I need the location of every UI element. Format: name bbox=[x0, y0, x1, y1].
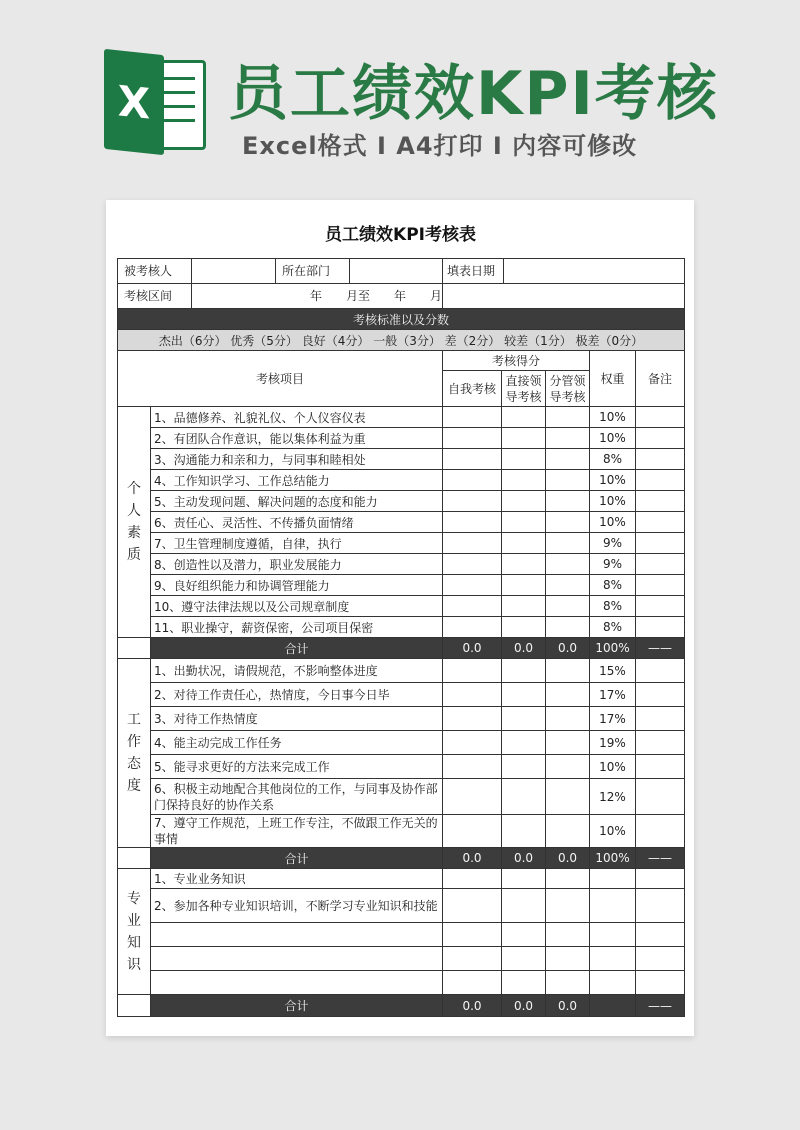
item-text: 2、有团队合作意识，能以集体利益为重 bbox=[151, 428, 443, 449]
document-sheet bbox=[106, 200, 694, 1036]
document-title: 员工绩效KPI考核表 bbox=[325, 225, 476, 245]
item-column-header: 考核项目 bbox=[118, 351, 443, 407]
self-score-cell[interactable] bbox=[443, 407, 502, 428]
self-score-cell[interactable] bbox=[443, 575, 502, 596]
total-spacer bbox=[118, 638, 151, 659]
self-score-cell[interactable] bbox=[443, 947, 502, 971]
manager-score-cell[interactable] bbox=[546, 575, 590, 596]
table-row bbox=[118, 779, 685, 815]
direct-score-cell[interactable] bbox=[502, 407, 546, 428]
direct-score-cell[interactable] bbox=[502, 755, 546, 779]
item-text: 6、责任心、灵活性、不传播负面情绪 bbox=[151, 512, 443, 533]
table-row bbox=[118, 554, 685, 575]
manager-score-cell[interactable] bbox=[546, 449, 590, 470]
direct-score-cell[interactable] bbox=[502, 617, 546, 638]
self-score-cell[interactable] bbox=[443, 470, 502, 491]
total-self: 0.0 bbox=[443, 995, 502, 1017]
item-text: 5、主动发现问题、解决问题的态度和能力 bbox=[151, 491, 443, 512]
note-column-header: 备注 bbox=[636, 351, 685, 407]
direct-score-cell[interactable] bbox=[502, 533, 546, 554]
item-text: 7、遵守工作规范，上班工作专注，不做跟工作无关的事情 bbox=[151, 815, 443, 848]
item-text: 1、专业业务知识 bbox=[151, 869, 443, 889]
manager-score-cell[interactable] bbox=[546, 470, 590, 491]
self-score-cell[interactable] bbox=[443, 533, 502, 554]
department-label: 所在部门 bbox=[276, 259, 350, 283]
period-value: 年 月至 年 月 bbox=[309, 289, 442, 303]
note-cell[interactable] bbox=[636, 470, 685, 491]
item-text: 1、品德修养、礼貌礼仪、个人仪容仪表 bbox=[151, 407, 443, 428]
direct-score-cell[interactable] bbox=[502, 596, 546, 617]
self-score-cell[interactable] bbox=[443, 659, 502, 683]
direct-score-cell[interactable] bbox=[502, 707, 546, 731]
weight-cell: 9% bbox=[590, 554, 636, 575]
table-row bbox=[118, 731, 685, 755]
weight-cell: 8% bbox=[590, 617, 636, 638]
total-direct: 0.0 bbox=[502, 848, 546, 869]
table-row bbox=[118, 617, 685, 638]
item-text bbox=[151, 947, 443, 971]
self-score-cell[interactable] bbox=[443, 779, 502, 815]
note-cell[interactable] bbox=[636, 923, 685, 947]
note-cell[interactable] bbox=[636, 407, 685, 428]
note-cell[interactable] bbox=[636, 575, 685, 596]
score-group-header: 考核得分 bbox=[443, 351, 590, 371]
standard-scale: 杰出（6分） 优秀（5分） 良好（4分） 一般（3分） 差（2分） 较差（1分） 极差（0分） bbox=[118, 330, 685, 351]
note-cell[interactable] bbox=[636, 707, 685, 731]
direct-score-cell[interactable] bbox=[502, 554, 546, 575]
self-score-cell[interactable] bbox=[443, 889, 502, 923]
direct-score-cell[interactable] bbox=[502, 449, 546, 470]
direct-score-cell[interactable] bbox=[502, 889, 546, 923]
self-score-cell[interactable] bbox=[443, 815, 502, 848]
note-cell[interactable] bbox=[636, 449, 685, 470]
total-note: —— bbox=[636, 995, 685, 1017]
total-self: 0.0 bbox=[443, 848, 502, 869]
table-row bbox=[118, 755, 685, 779]
total-weight: 100% bbox=[590, 848, 636, 869]
self-score-cell[interactable] bbox=[443, 491, 502, 512]
examinee-label: 被考核人 bbox=[118, 259, 192, 283]
examinee-field[interactable] bbox=[192, 259, 276, 283]
standard-header: 考核标准以及分数 bbox=[118, 309, 685, 330]
table-row bbox=[118, 512, 685, 533]
weight-cell: 19% bbox=[590, 731, 636, 755]
item-text: 11、职业操守，薪资保密，公司项目保密 bbox=[151, 617, 443, 638]
item-text: 9、良好组织能力和协调管理能力 bbox=[151, 575, 443, 596]
manager-score-cell[interactable] bbox=[546, 889, 590, 923]
manager-score-cell[interactable] bbox=[546, 596, 590, 617]
item-text bbox=[151, 923, 443, 947]
manager-score-cell[interactable] bbox=[546, 533, 590, 554]
note-cell[interactable] bbox=[636, 779, 685, 815]
self-score-cell[interactable] bbox=[443, 731, 502, 755]
note-cell[interactable] bbox=[636, 617, 685, 638]
manager-score-cell[interactable] bbox=[546, 683, 590, 707]
manager-column-header: 分管领导考核 bbox=[546, 371, 590, 407]
direct-score-cell[interactable] bbox=[502, 731, 546, 755]
self-score-cell[interactable] bbox=[443, 683, 502, 707]
weight-cell: 8% bbox=[590, 449, 636, 470]
direct-score-cell[interactable] bbox=[502, 971, 546, 995]
department-field[interactable] bbox=[350, 259, 442, 283]
total-spacer bbox=[118, 848, 151, 869]
manager-score-cell[interactable] bbox=[546, 815, 590, 848]
note-cell[interactable] bbox=[636, 889, 685, 923]
weight-cell: 12% bbox=[590, 779, 636, 815]
table-row bbox=[118, 596, 685, 617]
table-row bbox=[118, 683, 685, 707]
total-note: —— bbox=[636, 848, 685, 869]
excel-logo-icon bbox=[104, 52, 200, 152]
table-row bbox=[118, 971, 685, 995]
item-text: 2、参加各种专业知识培训，不断学习专业知识和技能 bbox=[151, 889, 443, 923]
info-row-1 bbox=[118, 259, 443, 284]
period-label-cell bbox=[118, 284, 443, 309]
manager-score-cell[interactable] bbox=[546, 491, 590, 512]
direct-score-cell[interactable] bbox=[502, 659, 546, 683]
self-score-cell[interactable] bbox=[443, 512, 502, 533]
total-row bbox=[118, 995, 685, 1017]
total-row bbox=[118, 638, 685, 659]
self-score-cell[interactable] bbox=[443, 869, 502, 889]
item-text: 5、能寻求更好的方法来完成工作 bbox=[151, 755, 443, 779]
weight-cell: 10% bbox=[590, 470, 636, 491]
total-weight bbox=[590, 995, 636, 1017]
weight-cell: 10% bbox=[590, 512, 636, 533]
direct-score-cell[interactable] bbox=[502, 512, 546, 533]
self-score-cell[interactable] bbox=[443, 449, 502, 470]
manager-score-cell[interactable] bbox=[546, 923, 590, 947]
direct-column-header: 直接领导考核 bbox=[502, 371, 546, 407]
self-score-cell[interactable] bbox=[443, 617, 502, 638]
total-manager: 0.0 bbox=[546, 995, 590, 1017]
period-label: 考核区间 bbox=[118, 284, 192, 308]
table-row bbox=[118, 923, 685, 947]
total-label: 合计 bbox=[151, 638, 443, 659]
weight-cell: 9% bbox=[590, 533, 636, 554]
table-row bbox=[118, 889, 685, 923]
section-name: 个人素质 bbox=[118, 407, 151, 638]
manager-score-cell[interactable] bbox=[546, 554, 590, 575]
item-text: 3、沟通能力和亲和力，与同事和睦相处 bbox=[151, 449, 443, 470]
direct-score-cell[interactable] bbox=[502, 869, 546, 889]
table-row bbox=[118, 449, 685, 470]
direct-score-cell[interactable] bbox=[502, 683, 546, 707]
total-self: 0.0 bbox=[443, 638, 502, 659]
weight-cell: 17% bbox=[590, 683, 636, 707]
item-text: 4、工作知识学习、工作总结能力 bbox=[151, 470, 443, 491]
manager-score-cell[interactable] bbox=[546, 707, 590, 731]
self-score-cell[interactable] bbox=[443, 923, 502, 947]
direct-score-cell[interactable] bbox=[502, 815, 546, 848]
direct-score-cell[interactable] bbox=[502, 491, 546, 512]
table-row bbox=[118, 428, 685, 449]
direct-score-cell[interactable] bbox=[502, 779, 546, 815]
kpi-table bbox=[117, 258, 685, 1017]
weight-cell: 8% bbox=[590, 575, 636, 596]
self-score-cell[interactable] bbox=[443, 971, 502, 995]
self-column-header: 自我考核 bbox=[443, 371, 502, 407]
self-score-cell[interactable] bbox=[443, 707, 502, 731]
logo-letter: X bbox=[104, 49, 164, 155]
item-text: 2、对待工作责任心，热情度，今日事今日毕 bbox=[151, 683, 443, 707]
page-subtitle: Excel格式 I A4打印 I 内容可修改 bbox=[242, 132, 638, 160]
weight-cell bbox=[590, 947, 636, 971]
table-row bbox=[118, 533, 685, 554]
note-cell[interactable] bbox=[636, 533, 685, 554]
item-text bbox=[151, 971, 443, 995]
total-manager: 0.0 bbox=[546, 638, 590, 659]
note-cell[interactable] bbox=[636, 731, 685, 755]
self-score-cell[interactable] bbox=[443, 428, 502, 449]
weight-cell: 10% bbox=[590, 407, 636, 428]
manager-score-cell[interactable] bbox=[546, 779, 590, 815]
direct-score-cell[interactable] bbox=[502, 470, 546, 491]
table-row bbox=[118, 659, 685, 683]
weight-cell: 15% bbox=[590, 659, 636, 683]
manager-score-cell[interactable] bbox=[546, 947, 590, 971]
manager-score-cell[interactable] bbox=[546, 512, 590, 533]
total-direct: 0.0 bbox=[502, 638, 546, 659]
weight-cell: 10% bbox=[590, 755, 636, 779]
direct-score-cell[interactable] bbox=[502, 575, 546, 596]
manager-score-cell[interactable] bbox=[546, 755, 590, 779]
table-row bbox=[118, 575, 685, 596]
note-cell[interactable] bbox=[636, 596, 685, 617]
weight-cell: 10% bbox=[590, 428, 636, 449]
page-title: 员工绩效KPI考核 bbox=[228, 59, 719, 129]
table-row bbox=[118, 947, 685, 971]
table-row bbox=[118, 470, 685, 491]
note-cell[interactable] bbox=[636, 491, 685, 512]
total-row bbox=[118, 848, 685, 869]
note-cell[interactable] bbox=[636, 869, 685, 889]
fill-date-label: 填表日期 bbox=[443, 259, 504, 283]
item-text: 1、出勤状况，请假规范，不影响整体进度 bbox=[151, 659, 443, 683]
table-row bbox=[118, 407, 685, 428]
weight-cell bbox=[590, 971, 636, 995]
weight-cell bbox=[590, 923, 636, 947]
note-cell[interactable] bbox=[636, 683, 685, 707]
note-cell[interactable] bbox=[636, 755, 685, 779]
direct-score-cell[interactable] bbox=[502, 428, 546, 449]
section-name: 专业知识 bbox=[118, 869, 151, 995]
total-manager: 0.0 bbox=[546, 848, 590, 869]
period-field[interactable] bbox=[443, 284, 685, 309]
table-row bbox=[118, 815, 685, 848]
manager-score-cell[interactable] bbox=[546, 428, 590, 449]
self-score-cell[interactable] bbox=[443, 554, 502, 575]
item-text: 8、创造性以及潜力，职业发展能力 bbox=[151, 554, 443, 575]
weight-cell: 10% bbox=[590, 491, 636, 512]
item-text: 4、能主动完成工作任务 bbox=[151, 731, 443, 755]
self-score-cell[interactable] bbox=[443, 596, 502, 617]
total-note: —— bbox=[636, 638, 685, 659]
manager-score-cell[interactable] bbox=[546, 659, 590, 683]
table-row bbox=[118, 491, 685, 512]
weight-cell bbox=[590, 869, 636, 889]
fill-date-field[interactable] bbox=[504, 259, 684, 283]
self-score-cell[interactable] bbox=[443, 755, 502, 779]
note-cell[interactable] bbox=[636, 971, 685, 995]
item-text: 7、卫生管理制度遵循，自律，执行 bbox=[151, 533, 443, 554]
note-cell[interactable] bbox=[636, 947, 685, 971]
note-cell[interactable] bbox=[636, 554, 685, 575]
weight-cell bbox=[590, 889, 636, 923]
note-cell[interactable] bbox=[636, 815, 685, 848]
note-cell[interactable] bbox=[636, 428, 685, 449]
direct-score-cell[interactable] bbox=[502, 923, 546, 947]
manager-score-cell[interactable] bbox=[546, 407, 590, 428]
table-row bbox=[118, 869, 685, 889]
weight-cell: 8% bbox=[590, 596, 636, 617]
manager-score-cell[interactable] bbox=[546, 971, 590, 995]
total-direct: 0.0 bbox=[502, 995, 546, 1017]
info-row-1b bbox=[443, 259, 685, 284]
direct-score-cell[interactable] bbox=[502, 947, 546, 971]
note-cell[interactable] bbox=[636, 659, 685, 683]
total-label: 合计 bbox=[151, 848, 443, 869]
total-weight: 100% bbox=[590, 638, 636, 659]
manager-score-cell[interactable] bbox=[546, 617, 590, 638]
manager-score-cell[interactable] bbox=[546, 731, 590, 755]
weight-cell: 17% bbox=[590, 707, 636, 731]
weight-column-header: 权重 bbox=[590, 351, 636, 407]
total-label: 合计 bbox=[151, 995, 443, 1017]
total-spacer bbox=[118, 995, 151, 1017]
item-text: 3、对待工作热情度 bbox=[151, 707, 443, 731]
table-row bbox=[118, 707, 685, 731]
note-cell[interactable] bbox=[636, 512, 685, 533]
item-text: 10、遵守法律法规以及公司规章制度 bbox=[151, 596, 443, 617]
manager-score-cell[interactable] bbox=[546, 869, 590, 889]
section-name: 工作态度 bbox=[118, 659, 151, 848]
item-text: 6、积极主动地配合其他岗位的工作，与同事及协作部门保持良好的协作关系 bbox=[151, 779, 443, 815]
weight-cell: 10% bbox=[590, 815, 636, 848]
